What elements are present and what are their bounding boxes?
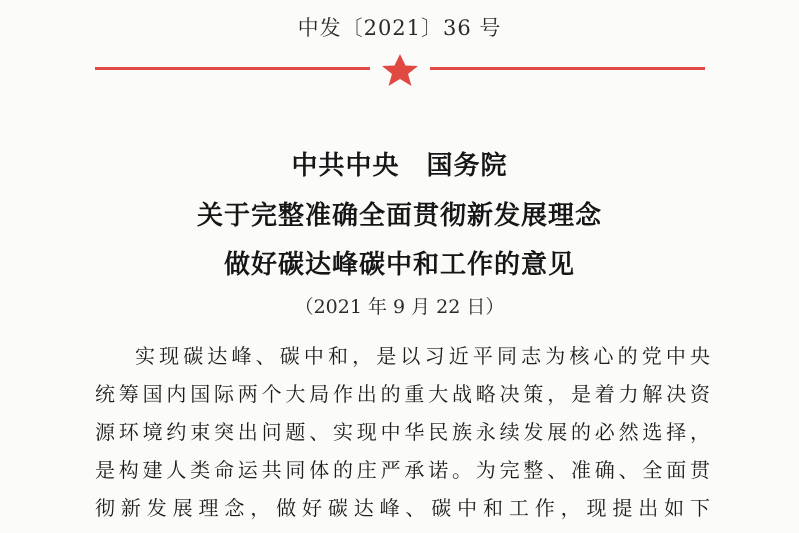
title-line-1: 中共中央 国务院 (291, 151, 508, 181)
issue-date: （2021 年 9 月 22 日） (294, 296, 505, 318)
body-line: 实现碳达峰、碳中和，是以习近平同志为核心的党中央 (135, 344, 710, 368)
red-rule-left (95, 67, 370, 70)
red-star-icon (378, 53, 422, 87)
body-line: 统筹国内国际两个大局作出的重大战略决策，是着力解决资 (95, 382, 710, 406)
body-line: 彻新发展理念，做好碳达峰、碳中和工作，现提出如下 (95, 496, 710, 520)
body-line: 是构建人类命运共同体的庄严承诺。为完整、准确、全面贯 (95, 458, 710, 482)
title-line-2: 关于完整准确全面贯彻新发展理念 (196, 201, 602, 231)
title-line-3: 做好碳达峰碳中和工作的意见 (223, 250, 575, 280)
body-line: 源环境约束突出问题、实现中华民族永续发展的必然选择， (95, 420, 710, 444)
red-rule-right (430, 67, 705, 70)
document-number: 中发〔2021〕36 号 (297, 16, 502, 40)
